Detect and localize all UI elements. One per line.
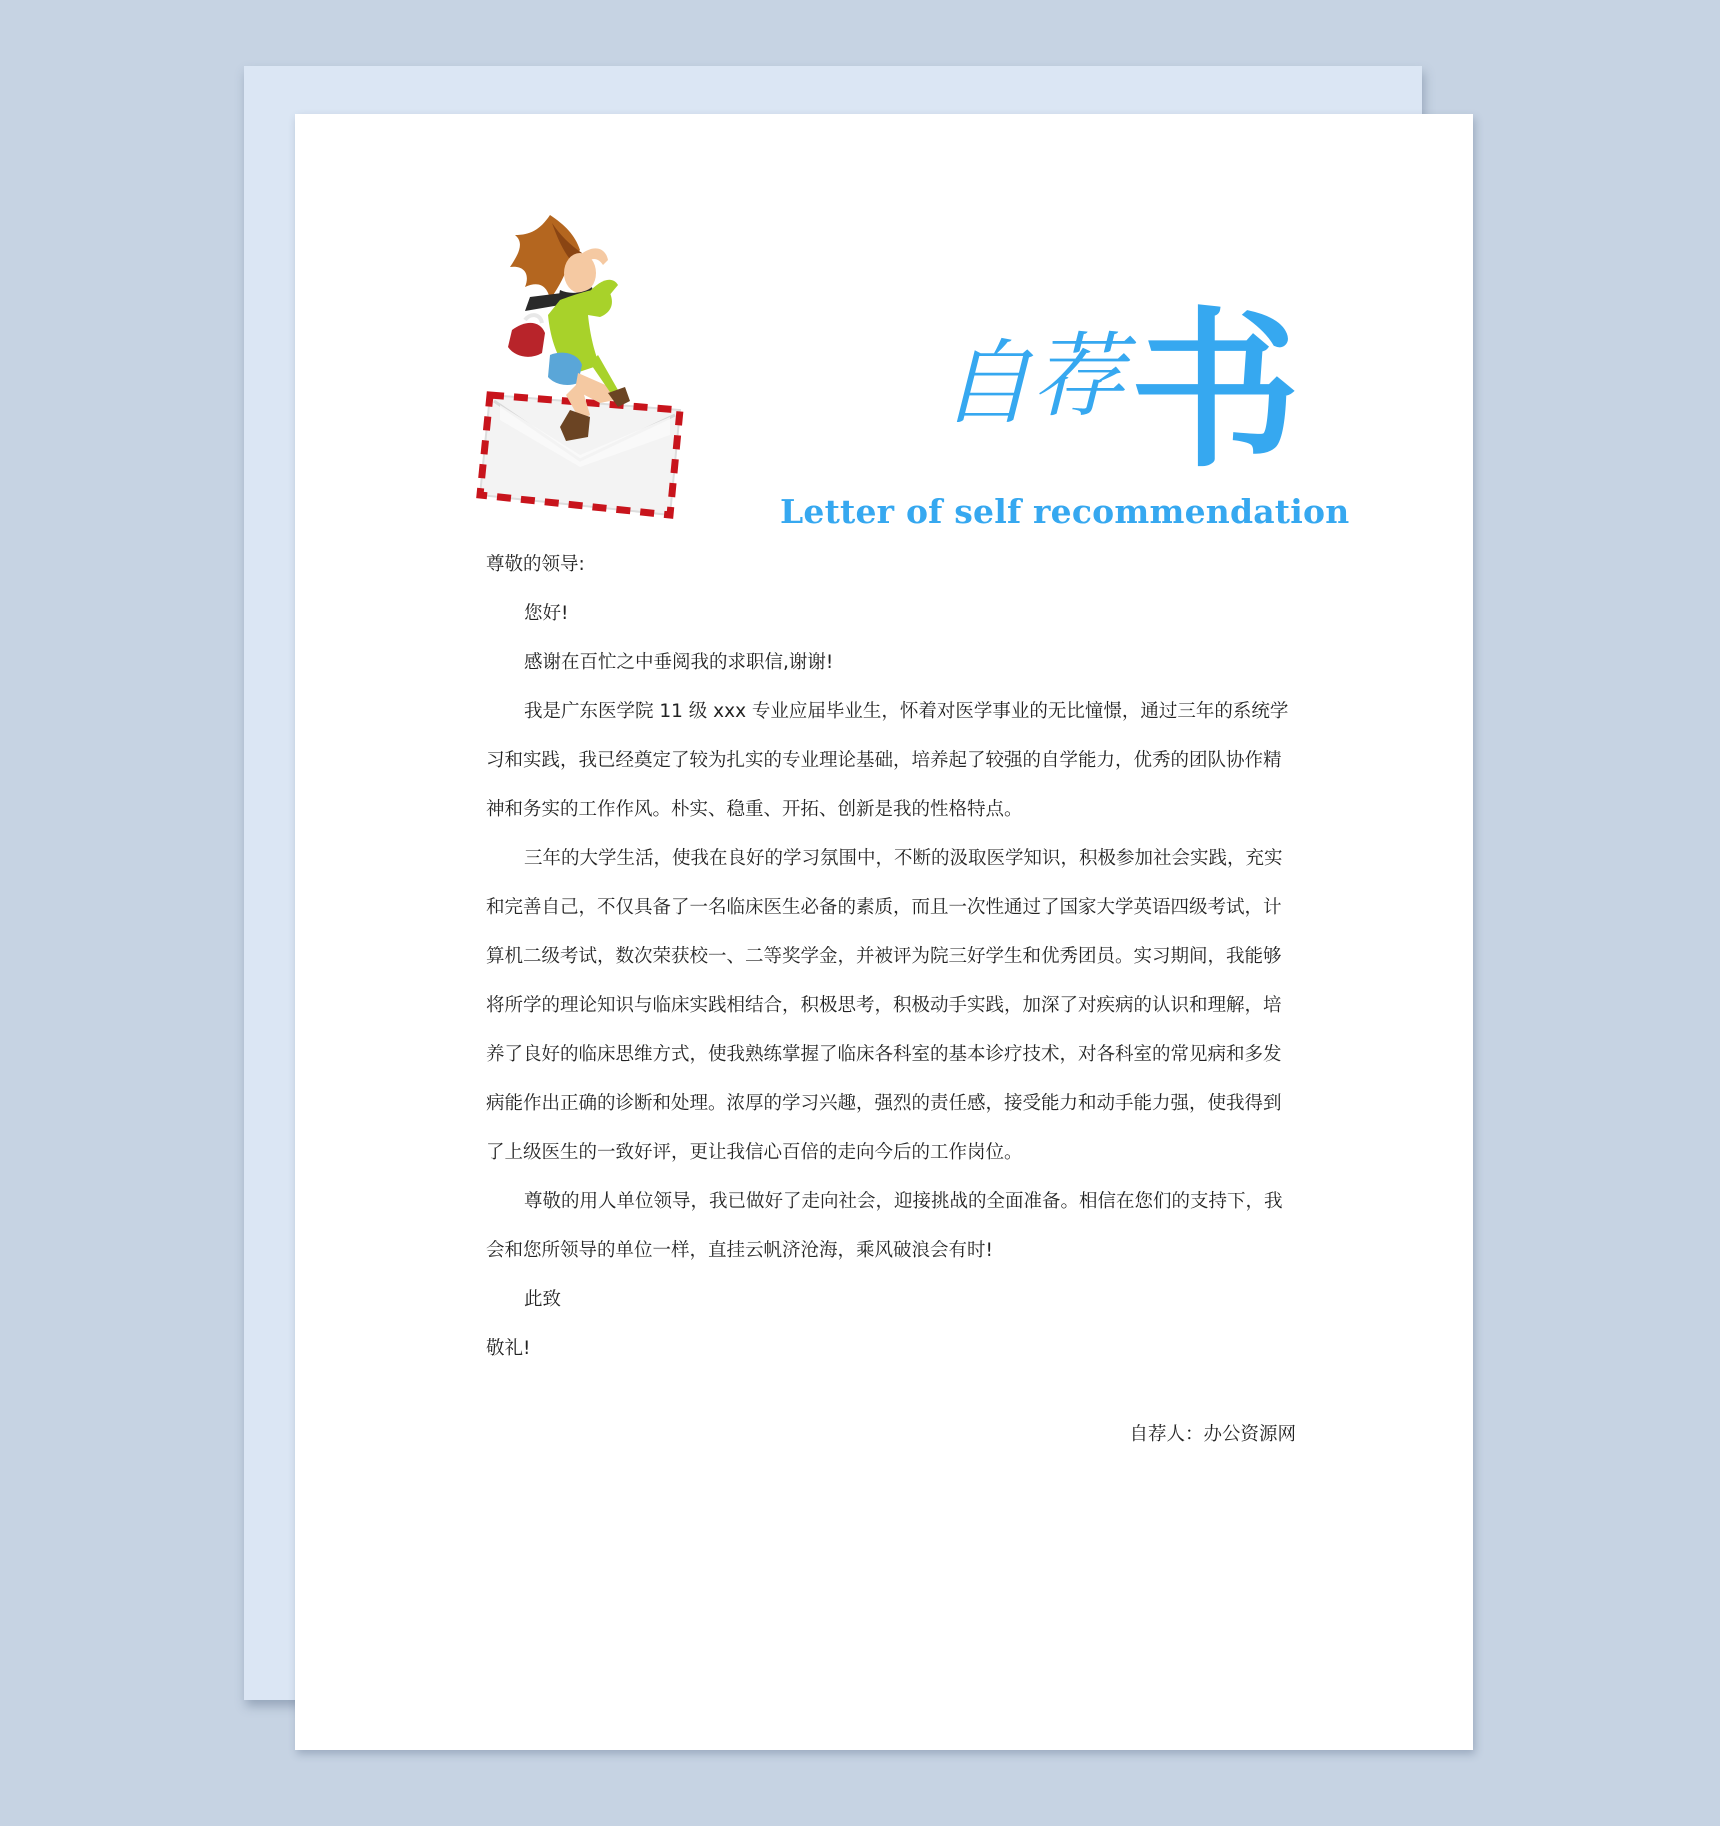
title-chinese-calligraphy [940, 300, 1300, 480]
letter-signature: 自荐人：办公资源网 [1129, 1424, 1296, 1445]
title-cn-char-2: 荐 [1032, 323, 1125, 430]
title-cn-char-3: 书 [1130, 300, 1300, 480]
letter-greeting: 您好! [524, 603, 569, 624]
letter-paragraph: 尊敬的用人单位领导，我已做好了走向社会，迎接挑战的全面准备。相信在您们的支持下，我会和您所领导的单位一样，直挂云帆济沧海，乘风破浪会有时! [486, 1191, 1283, 1261]
girl-on-envelope-illustration [470, 205, 700, 525]
letter-closing: 此致 [524, 1289, 562, 1310]
letter-salutation: 尊敬的领导: [486, 554, 585, 575]
title-cn-char-1: 自 [940, 330, 1033, 437]
letter-regards: 敬礼! [486, 1338, 531, 1359]
title-english: Letter of self recommendation [780, 492, 1350, 531]
letter-paragraph: 感谢在百忙之中垂阅我的求职信,谢谢! [524, 652, 834, 673]
letter-paragraph: 三年的大学生活，使我在良好的学习氛围中，不断的汲取医学知识，积极参加社会实践，充实和完善自己，不仅具备了一名临床医生必备的素质，而且一次性通过了国家大学英语四级考试，计算机二级考试，数次荣获校一、二等奖学金，并被评为院三好学生和优秀团员。实习期间，我能够将所学的理论知识与临床实践相结合，积极思考，积极动手实践，加深了对疾病的认识和理解，培养了良好的临床思维方式，使我熟练掌握了临床各科室的基本诊疗技术，对各科室的常见病和多发病能作出正确的诊断和处理。浓厚的学习兴趣，强烈的责任感，接受能力和动手能力强，使我得到了上级医生的一致好评，更让我信心百倍的走向今后的工作岗位。 [486, 848, 1283, 1163]
letter-paragraph: 我是广东医学院 11 级 xxx 专业应届毕业生，怀着对医学事业的无比憧憬，通过三年的系统学习和实践，我已经奠定了较为扎实的专业理论基础，培养起了较强的自学能力，优秀的团队协作精神和务实的工作作风。朴实、稳重、开拓、创新是我的性格特点。 [486, 701, 1289, 820]
letter-body [486, 540, 1296, 1373]
